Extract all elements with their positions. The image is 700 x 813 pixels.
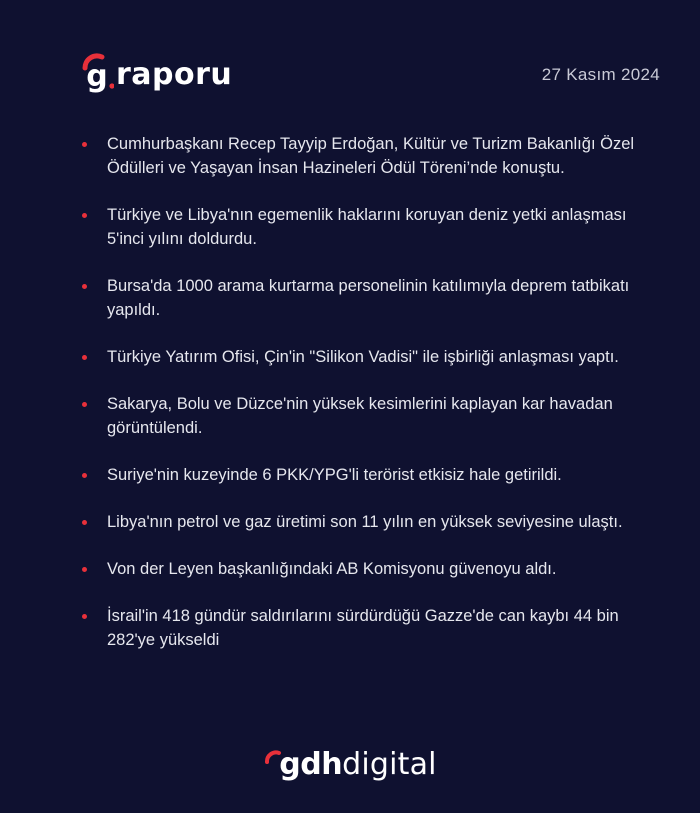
report-date: 27 Kasım 2024 — [541, 65, 660, 84]
logo-letter: g — [86, 59, 108, 94]
news-text: Türkiye Yatırım Ofisi, Çin'in "Silikon Vadisi" ile işbirliği anlaşması yaptı. — [107, 348, 619, 366]
bullet-icon — [82, 213, 87, 218]
news-item — [80, 274, 640, 322]
news-item — [80, 203, 640, 251]
news-text: İsrail'in 418 gündür saldırılarını sürdürdüğü Gazze'de can kaybı 44 bin 282'ye yükseldi — [107, 607, 619, 649]
bullet-icon — [82, 567, 87, 572]
bullet-icon — [82, 402, 87, 407]
footer-brand-bold: gdh — [279, 747, 343, 782]
news-text: Cumhurbaşkanı Recep Tayyip Erdoğan, Kültür ve Turizm Bakanlığı Özel Ödülleri ve Yaşayan İnsan Hazineleri Ödül Töreni’nde konuştu. — [107, 135, 635, 177]
header — [0, 0, 700, 120]
news-text: Von der Leyen başkanlığındaki AB Komisyonu güvenoyu aldı. — [107, 560, 557, 578]
gdh-digital-logo — [263, 747, 436, 782]
bullet-icon — [82, 142, 87, 147]
bullet-icon — [82, 355, 87, 360]
news-item — [80, 463, 640, 487]
news-item — [80, 510, 640, 534]
news-text: Libya'nın petrol ve gaz üretimi son 11 yılın en yüksek seviyesine ulaştı. — [107, 513, 623, 531]
g-logo-icon — [80, 52, 114, 96]
footer-brand-light: digital — [342, 747, 437, 782]
news-item — [80, 392, 640, 440]
bullet-icon — [82, 473, 87, 478]
news-item — [80, 132, 640, 180]
news-text: Bursa'da 1000 arama kurtarma personelinin katılımıyla deprem tatbikatı yapıldı. — [107, 277, 630, 319]
news-text: Türkiye ve Libya'nın egemenlik haklarını koruyan deniz yetki anlaşması 5'inci yılını doldurdu. — [107, 206, 627, 248]
news-list — [80, 132, 640, 652]
footer — [0, 742, 700, 787]
news-item — [80, 604, 640, 652]
logo-text: raporu — [116, 57, 233, 92]
news-text: Sakarya, Bolu ve Düzce'nin yüksek kesimlerini kaplayan kar havadan görüntülendi. — [107, 395, 613, 437]
bullet-icon — [82, 614, 87, 619]
news-item — [80, 345, 640, 369]
g-raporu-logo — [80, 52, 232, 96]
bullet-icon — [82, 284, 87, 289]
bullet-icon — [82, 520, 87, 525]
news-text: Suriye'nin kuzeyinde 6 PKK/YPG'li terörist etkisiz hale getirildi. — [107, 466, 562, 484]
news-item — [80, 557, 640, 581]
